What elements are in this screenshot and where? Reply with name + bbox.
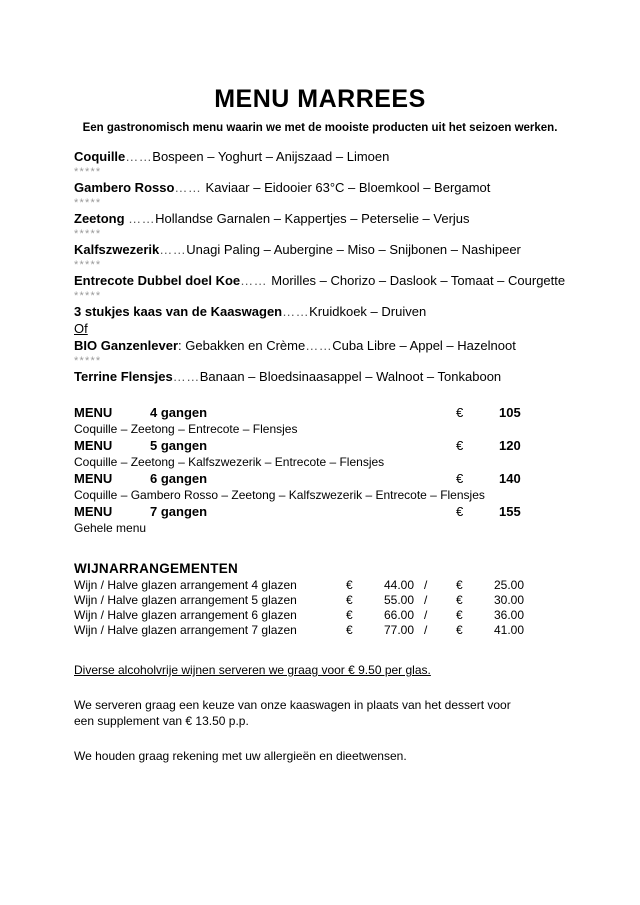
dot-leader: ……	[305, 338, 333, 353]
course-name: Gambero Rosso	[74, 180, 175, 195]
wine-row	[74, 578, 574, 593]
currency-symbol: €	[456, 471, 464, 486]
wine-half-price: 41.00	[494, 623, 525, 637]
currency-symbol: €	[346, 593, 353, 607]
price-separator: /	[424, 578, 428, 592]
course-item	[74, 179, 574, 196]
wine-name: Wijn / Halve glazen arrangement 7 glazen	[74, 623, 297, 637]
wine-row	[74, 593, 574, 608]
page-title: MENU MARREES	[214, 85, 426, 113]
note-allergies: We houden graag rekening met uw allergieën en dieetwensen.	[74, 749, 407, 763]
currency-symbol: €	[456, 608, 463, 622]
menu-label: MENU	[74, 504, 113, 519]
course-description: Unagi Paling – Aubergine – Miso – Snijbonen – Nashipeer	[186, 242, 521, 257]
wine-row	[74, 608, 574, 623]
menu-header	[0, 0, 640, 135]
course-name-suffix: : Gebakken en Crème	[178, 338, 306, 353]
wine-full-price: 66.00	[384, 608, 415, 622]
course-item	[74, 272, 574, 289]
currency-symbol: €	[346, 608, 353, 622]
currency-symbol: €	[456, 593, 463, 607]
menu-price: 105	[499, 405, 521, 420]
menu-course-count: 7 gangen	[150, 504, 208, 519]
course-divider: *****	[74, 228, 102, 240]
course-item	[74, 210, 574, 227]
note-non-alcoholic: Diverse alcoholvrije wijnen serveren we graag voor € 9.50 per glas.	[74, 663, 431, 677]
wine-name: Wijn / Halve glazen arrangement 6 glazen	[74, 608, 297, 622]
course-name: Entrecote Dubbel doel Koe	[74, 273, 241, 288]
course-name: Terrine Flensjes	[74, 369, 173, 384]
wine-half-price: 30.00	[494, 593, 525, 607]
menu-course-count: 6 gangen	[150, 471, 208, 486]
currency-symbol: €	[346, 578, 353, 592]
menu-course-count: 5 gangen	[150, 438, 208, 453]
course-name: Zeetong	[74, 211, 129, 226]
page-subtitle: Een gastronomisch menu waarin we met de mooiste producten uit het seizoen werken.	[82, 121, 558, 134]
menu-label: MENU	[74, 405, 113, 420]
dot-leader: ……	[282, 304, 310, 319]
menu-course-count: 4 gangen	[150, 405, 208, 420]
course-divider: *****	[74, 166, 102, 178]
menu-package-description: Coquille – Gambero Rosso – Zeetong – Kalfszwezerik – Entrecote – Flensjes	[74, 488, 485, 502]
course-item	[74, 148, 574, 165]
course-item	[74, 241, 574, 258]
note-cheese-line-2: een supplement van € 13.50 p.p.	[74, 714, 249, 728]
course-name: Kalfszwezerik	[74, 242, 160, 257]
course-name: 3 stukjes kaas van de Kaaswagen	[74, 304, 283, 319]
wine-half-price: 25.00	[494, 578, 525, 592]
menu-label: MENU	[74, 438, 113, 453]
dot-leader: ……	[240, 273, 272, 288]
wine-name: Wijn / Halve glazen arrangement 5 glazen	[74, 593, 297, 607]
dot-leader: ……	[128, 211, 156, 226]
course-description: Hollandse Garnalen – Kappertjes – Peterselie – Verjus	[155, 211, 470, 226]
wine-name: Wijn / Halve glazen arrangement 4 glazen	[74, 578, 297, 592]
dot-leader: ……	[172, 369, 200, 384]
menu-label: MENU	[74, 471, 113, 486]
menu-package-description: Coquille – Zeetong – Entrecote – Flensjes	[74, 422, 298, 436]
menu-package-row	[74, 404, 574, 421]
menu-packages	[74, 404, 574, 536]
menu-package-row	[74, 437, 574, 454]
wine-full-price: 77.00	[384, 623, 415, 637]
course-description: Bospeen – Yoghurt – Anijszaad – Limoen	[152, 149, 390, 164]
price-separator: /	[424, 608, 428, 622]
currency-symbol: €	[456, 504, 464, 519]
course-divider: *****	[74, 197, 102, 209]
course-divider: *****	[74, 290, 102, 302]
alternative-label: Of	[74, 321, 88, 336]
course-divider: *****	[74, 355, 102, 367]
menu-package-row	[74, 470, 574, 487]
alternative-course	[74, 337, 574, 354]
menu-price: 155	[499, 504, 521, 519]
course-divider: *****	[74, 259, 102, 271]
wine-half-price: 36.00	[494, 608, 525, 622]
wine-section-title: WIJNARRANGEMENTEN	[74, 561, 239, 576]
course-description: Cuba Libre – Appel – Hazelnoot	[332, 338, 516, 353]
menu-price: 140	[499, 471, 521, 486]
currency-symbol: €	[456, 405, 464, 420]
menu-price: 120	[499, 438, 521, 453]
wine-full-price: 44.00	[384, 578, 415, 592]
currency-symbol: €	[456, 438, 464, 453]
course-description: Kruidkoek – Druiven	[309, 304, 427, 319]
wine-arrangements	[74, 560, 574, 638]
note-cheese-supplement	[74, 697, 574, 729]
note-cheese-line-1: We serveren graag een keuze van onze kaaswagen in plaats van het dessert voor	[74, 698, 511, 712]
dot-leader: ……	[125, 149, 153, 164]
wine-row	[74, 623, 574, 638]
course-description: Morilles – Chorizo – Daslook – Tomaat – Courgette	[271, 273, 566, 288]
currency-symbol: €	[456, 578, 463, 592]
dot-leader: ……	[174, 180, 206, 195]
currency-symbol: €	[346, 623, 353, 637]
course-description: Banaan – Bloedsinaasappel – Walnoot – Tonkaboon	[199, 369, 502, 384]
dot-leader: ……	[159, 242, 187, 257]
course-item	[74, 303, 574, 320]
menu-package-description: Coquille – Zeetong – Kalfszwezerik – Entrecote – Flensjes	[74, 455, 385, 469]
course-description: Kaviaar – Eidooier 63°C – Bloemkool – Bergamot	[205, 180, 491, 195]
currency-symbol: €	[456, 623, 463, 637]
course-name: Coquille	[74, 149, 126, 164]
price-separator: /	[424, 593, 428, 607]
menu-package-row	[74, 503, 574, 520]
menu-package-description: Gehele menu	[74, 521, 147, 535]
price-separator: /	[424, 623, 428, 637]
wine-full-price: 55.00	[384, 593, 415, 607]
course-name: BIO Ganzenlever	[74, 338, 179, 353]
course-item	[74, 368, 574, 385]
menu-body	[74, 148, 574, 764]
